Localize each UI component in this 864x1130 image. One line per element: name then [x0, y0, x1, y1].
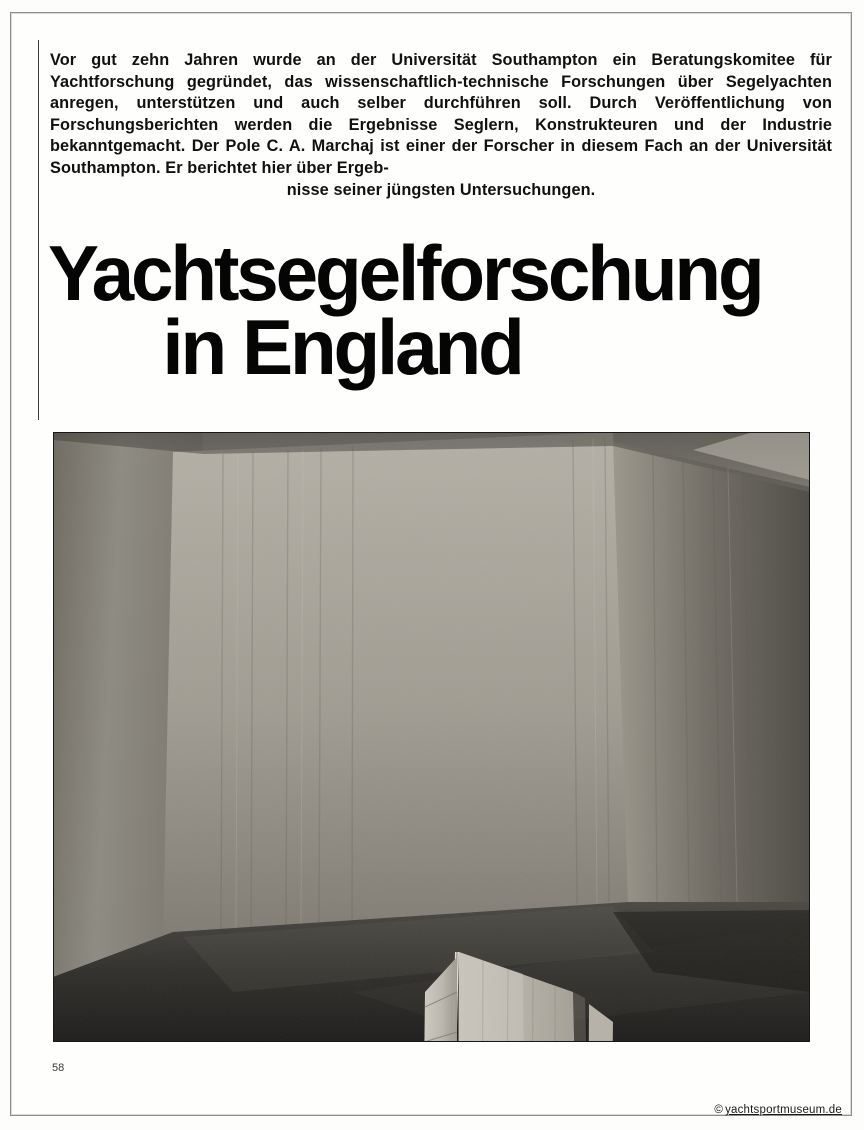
intro-text: Vor gut zehn Jahren wurde an der Universität Southampton ein Beratungskomitee für Yachtforschung gegründet, das wissenschaftlich-technische Forschungen über Segelyachten anregen, unterstützen und auch selber durchführen soll. Durch Veröffentlichung von Forschungsberichten werden die Ergebnisse Seglern, Konstrukteuren und der Industrie bekanntgemacht. Der Pole C. A. Marchaj ist einer der Forscher in diesem Fach an der Universität Southampton. Er berichtet hier über Ergeb-	[50, 51, 832, 177]
page-number: 58	[52, 1062, 65, 1074]
copyright-icon: ©	[714, 1104, 724, 1116]
vertical-rule	[38, 40, 39, 420]
intro-last-line: nisse seiner jüngsten Untersuchungen.	[286, 180, 596, 199]
intro-abstract	[50, 50, 832, 201]
photo-illustration	[53, 432, 810, 1042]
page-title	[48, 229, 822, 391]
headline-line-1: Yachtsegelforschung	[48, 229, 762, 317]
article-photo	[53, 432, 810, 1042]
headline-line-2: in England	[162, 303, 522, 391]
credit-text: yachtsportmuseum.de	[725, 1104, 842, 1116]
scan-credit	[714, 1104, 842, 1116]
